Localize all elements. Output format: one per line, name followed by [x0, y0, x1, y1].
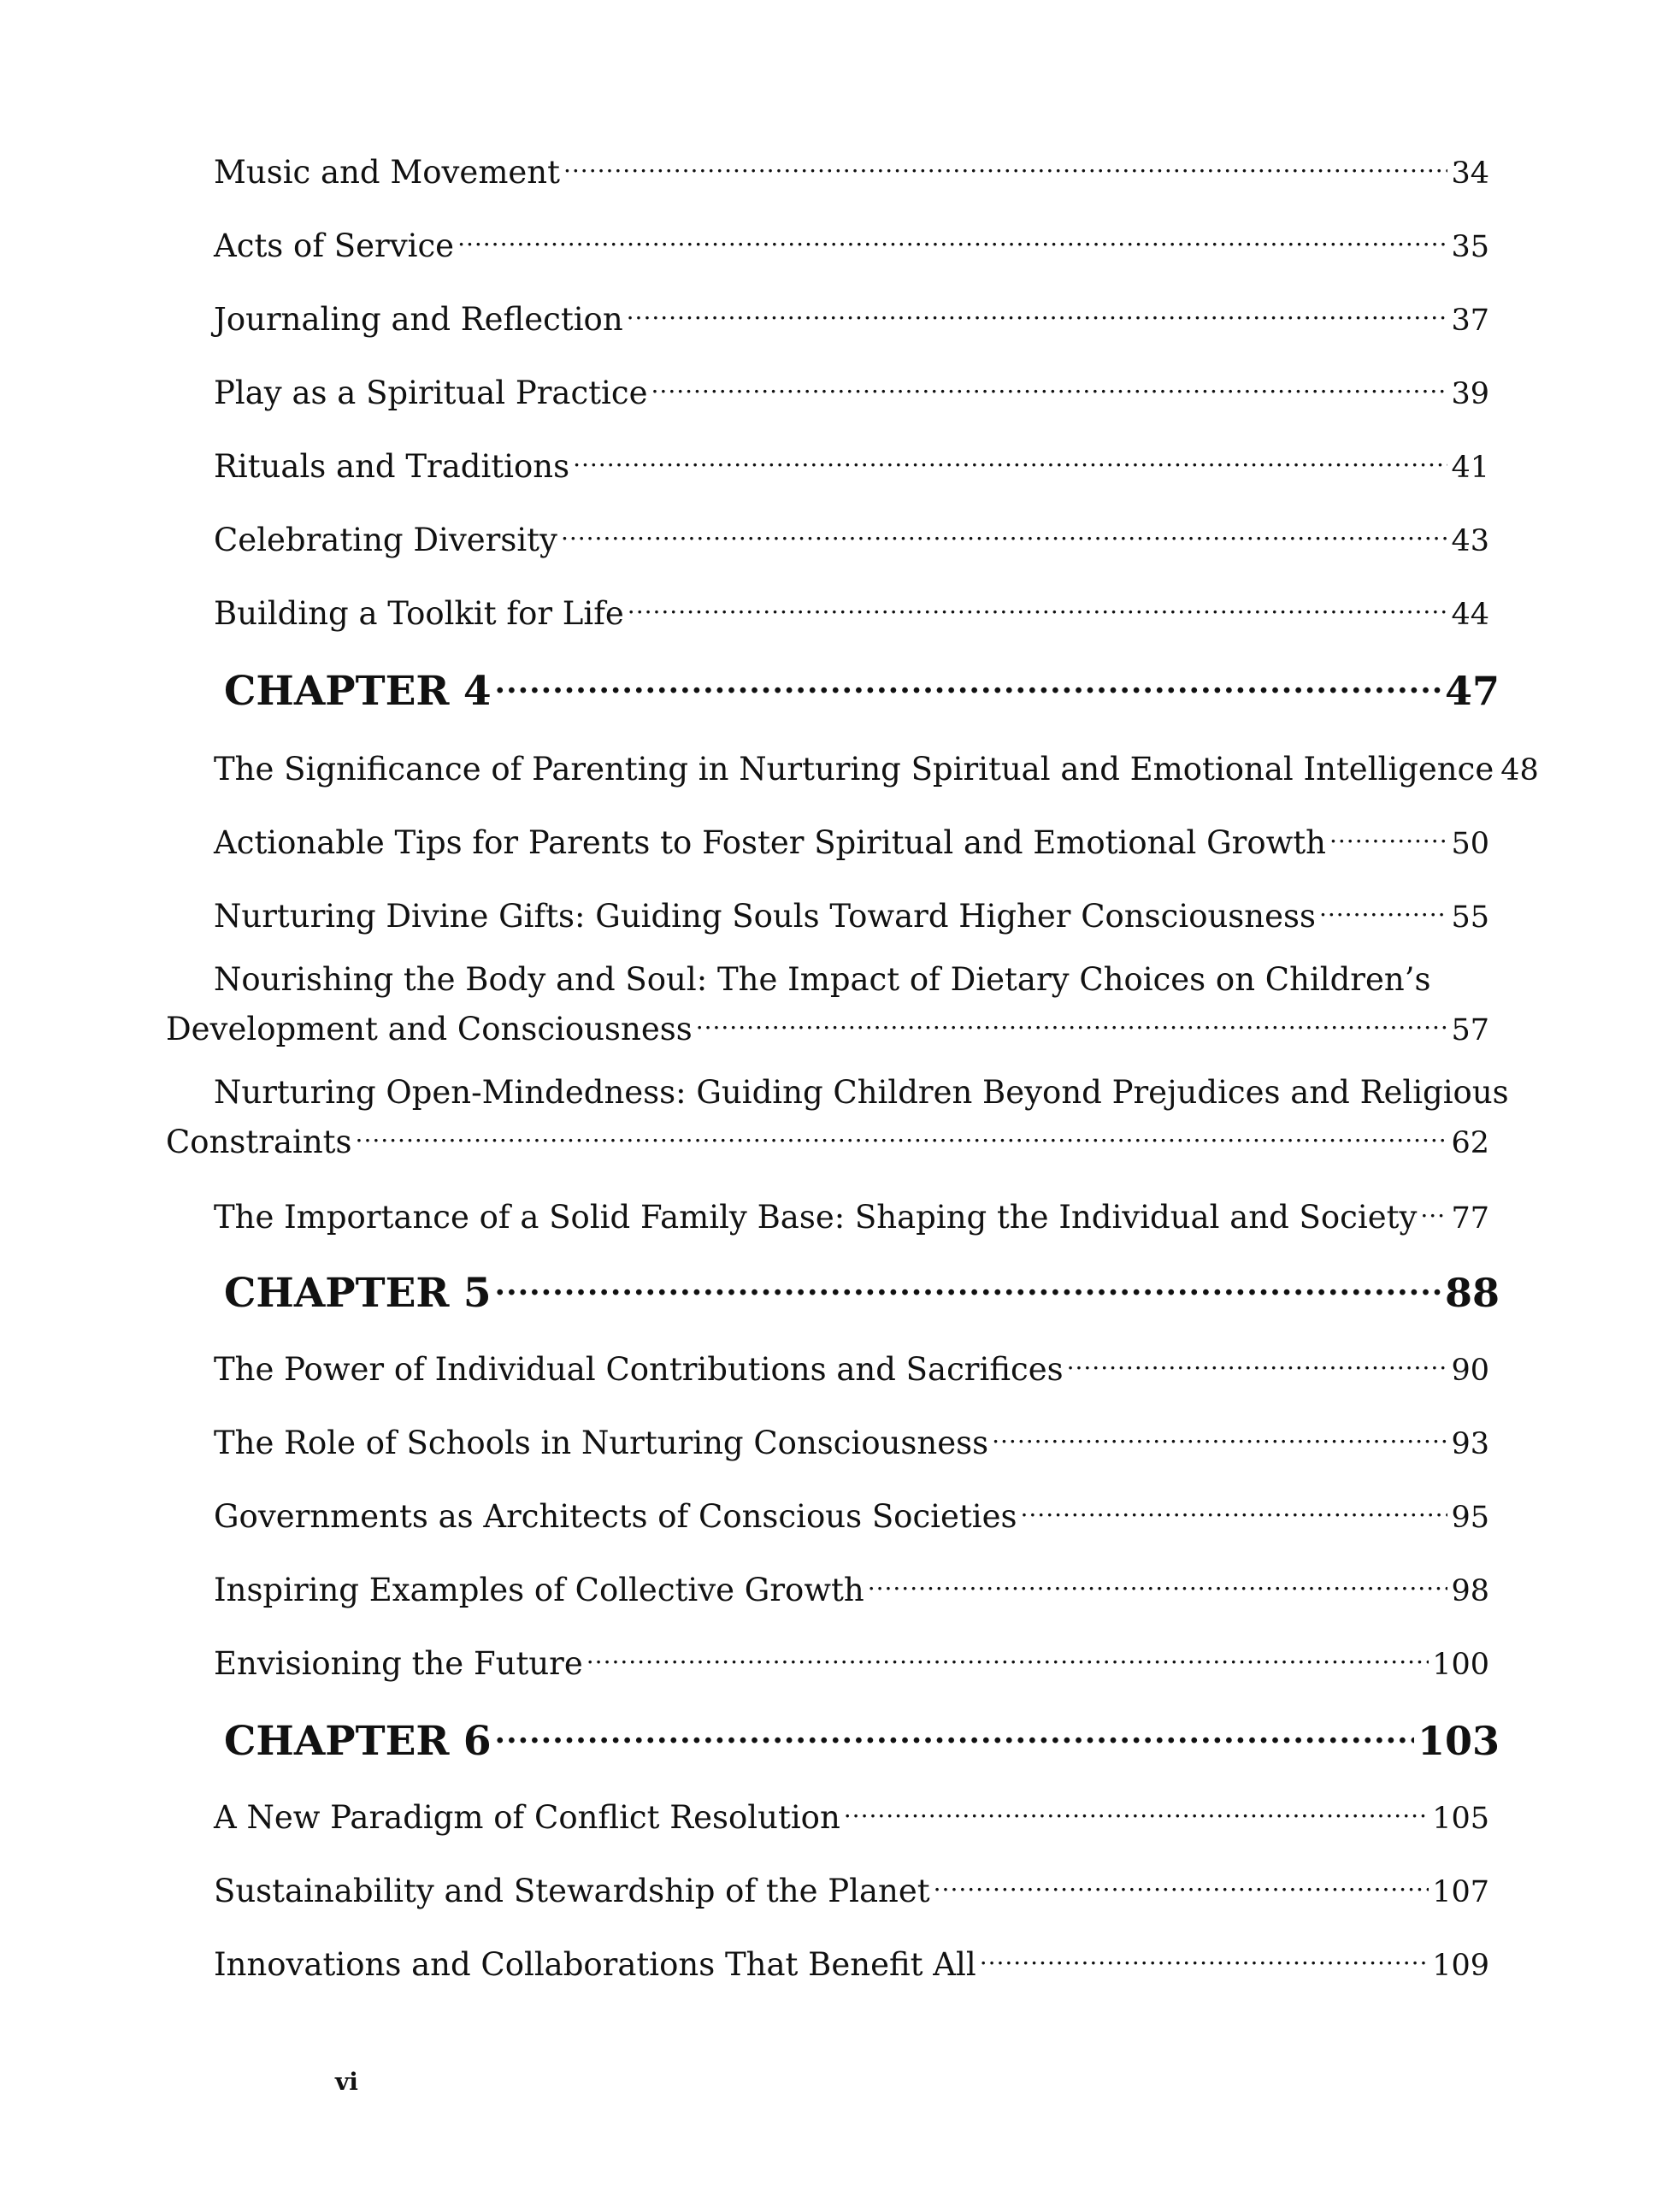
toc-entry[interactable] — [214, 217, 1489, 267]
toc-entry[interactable] — [214, 1635, 1489, 1685]
toc-entry-title: Journaling and Reflection — [214, 301, 623, 338]
toc-page-number: 50 — [1451, 827, 1489, 861]
dot-leader — [1319, 888, 1447, 927]
toc-entry-title: Building a Toolkit for Life — [214, 595, 624, 632]
toc-entry-title: The Importance of a Solid Family Base: Shaping the Individual and Society — [214, 1199, 1418, 1236]
toc-entry-second-line — [166, 1000, 1489, 1051]
toc-entry[interactable] — [214, 1789, 1489, 1838]
dot-leader — [1067, 1341, 1448, 1380]
dot-leader — [992, 1414, 1447, 1454]
dot-leader — [1329, 814, 1447, 853]
toc-entry[interactable] — [214, 1341, 1489, 1390]
dot-leader — [356, 1113, 1448, 1153]
chapter-heading: CHAPTER 6 — [224, 1718, 492, 1765]
toc-page-number: 44 — [1451, 598, 1489, 632]
toc-page-number: 105 — [1432, 1802, 1489, 1836]
toc-entry[interactable] — [214, 888, 1489, 937]
page-number-footer: vi — [335, 2068, 358, 2096]
dot-leader — [1420, 1189, 1447, 1228]
dot-leader — [980, 1936, 1429, 1975]
toc-page-number: 34 — [1451, 156, 1489, 191]
toc-entry[interactable] — [214, 740, 1539, 790]
toc-page-number: 35 — [1451, 230, 1489, 264]
toc-entry-title: Celebrating Diversity — [214, 522, 557, 558]
toc-page-number: 37 — [1451, 304, 1489, 338]
toc-chapter-4[interactable] — [224, 658, 1500, 715]
dot-leader — [934, 1862, 1429, 1902]
toc-entry-title: The Role of Schools in Nurturing Consciousness — [214, 1425, 989, 1461]
toc-page-number: 103 — [1417, 1718, 1500, 1764]
toc-entry[interactable] — [214, 144, 1489, 193]
toc-entry-title: Music and Movement — [214, 154, 560, 191]
toc-entry-title: A New Paradigm of Conflict Resolution — [214, 1799, 840, 1836]
toc-entry[interactable] — [214, 1488, 1489, 1537]
toc-entry[interactable] — [214, 1414, 1489, 1464]
toc-chapter-6[interactable] — [224, 1708, 1500, 1765]
toc-page-number: 98 — [1451, 1574, 1489, 1608]
toc-entry[interactable] — [214, 291, 1489, 340]
toc-entry-two-line[interactable] — [166, 1072, 1509, 1164]
toc-entry-title-line2: Development and Consciousness — [166, 1011, 693, 1047]
dot-leader — [628, 585, 1448, 624]
toc-entry[interactable] — [214, 1862, 1489, 1912]
toc-entry-title: Nurturing Divine Gifts: Guiding Souls Toward Higher Consciousness — [214, 898, 1316, 935]
toc-page-number: 107 — [1432, 1875, 1489, 1909]
dot-leader — [495, 1260, 1441, 1307]
toc-entry[interactable] — [214, 438, 1489, 487]
toc-chapter-5[interactable] — [224, 1260, 1500, 1317]
toc-entry-title-line1: Nurturing Open-Mindedness: Guiding Children Beyond Prejudices and Religious — [214, 1074, 1509, 1111]
toc-page-number: 95 — [1451, 1501, 1489, 1535]
toc-page-number: 57 — [1451, 1013, 1489, 1047]
toc-page-number: 109 — [1432, 1949, 1489, 1983]
toc-entry[interactable] — [214, 1561, 1489, 1611]
dot-leader — [561, 511, 1448, 551]
toc-page-number: 39 — [1451, 377, 1489, 411]
toc-entry-two-line[interactable] — [166, 959, 1489, 1051]
toc-entry-title: Sustainability and Stewardship of the Planet — [214, 1873, 930, 1909]
chapter-heading: CHAPTER 4 — [224, 668, 492, 715]
toc-entry[interactable] — [214, 1936, 1489, 1985]
dot-leader — [627, 291, 1448, 330]
toc-entry-title: Inspiring Examples of Collective Growth — [214, 1572, 864, 1608]
toc-entry-title: Governments as Architects of Conscious Societies — [214, 1498, 1017, 1535]
toc-entry-title: Acts of Service — [214, 227, 455, 264]
toc-entry-title: Play as a Spiritual Practice — [214, 375, 648, 411]
toc-page-number: 48 — [1500, 753, 1539, 788]
toc-entry-second-line — [166, 1113, 1489, 1164]
toc-page-number: 55 — [1451, 900, 1489, 935]
toc-page-number: 90 — [1451, 1354, 1489, 1388]
toc-entry-title: Innovations and Collaborations That Benefit All — [214, 1946, 976, 1983]
dot-leader — [696, 1000, 1448, 1040]
toc-entry[interactable] — [214, 1189, 1489, 1238]
toc-page-number: 93 — [1451, 1427, 1489, 1461]
toc-page-number: 41 — [1451, 451, 1489, 485]
toc-entry-title: Envisioning the Future — [214, 1645, 583, 1682]
toc-entry-title: Rituals and Traditions — [214, 448, 570, 485]
dot-leader — [1021, 1488, 1448, 1527]
toc-entry[interactable] — [214, 814, 1489, 864]
dot-leader — [868, 1561, 1448, 1601]
toc-entry-title-line1: Nourishing the Body and Soul: The Impact of Dietary Choices on Children’s — [214, 961, 1431, 998]
chapter-heading: CHAPTER 5 — [224, 1270, 492, 1317]
toc-page-number: 43 — [1451, 524, 1489, 558]
toc-entry[interactable] — [214, 585, 1489, 634]
toc-page-number: 47 — [1444, 668, 1500, 714]
toc-entry-title: Actionable Tips for Parents to Foster Spiritual and Emotional Growth — [214, 824, 1326, 861]
toc-entry-title: The Significance of Parenting in Nurturing Spiritual and Emotional Intelligence — [214, 751, 1494, 788]
toc-entry-title: The Power of Individual Contributions and Sacrifices — [214, 1351, 1064, 1388]
dot-leader — [495, 658, 1441, 705]
dot-leader — [844, 1789, 1429, 1828]
toc-page-number: 77 — [1451, 1201, 1489, 1236]
toc-page-number: 88 — [1444, 1270, 1500, 1316]
dot-leader — [495, 1708, 1414, 1755]
dot-leader — [651, 364, 1448, 404]
toc-page-number: 62 — [1451, 1126, 1489, 1160]
dot-leader — [457, 217, 1447, 257]
toc-entry[interactable] — [214, 364, 1489, 414]
dot-leader — [563, 144, 1447, 183]
toc-page-number: 100 — [1432, 1648, 1489, 1682]
toc-entry-title-line2: Constraints — [166, 1124, 352, 1160]
dot-leader — [587, 1635, 1429, 1674]
dot-leader — [573, 438, 1447, 477]
toc-entry[interactable] — [214, 511, 1489, 561]
